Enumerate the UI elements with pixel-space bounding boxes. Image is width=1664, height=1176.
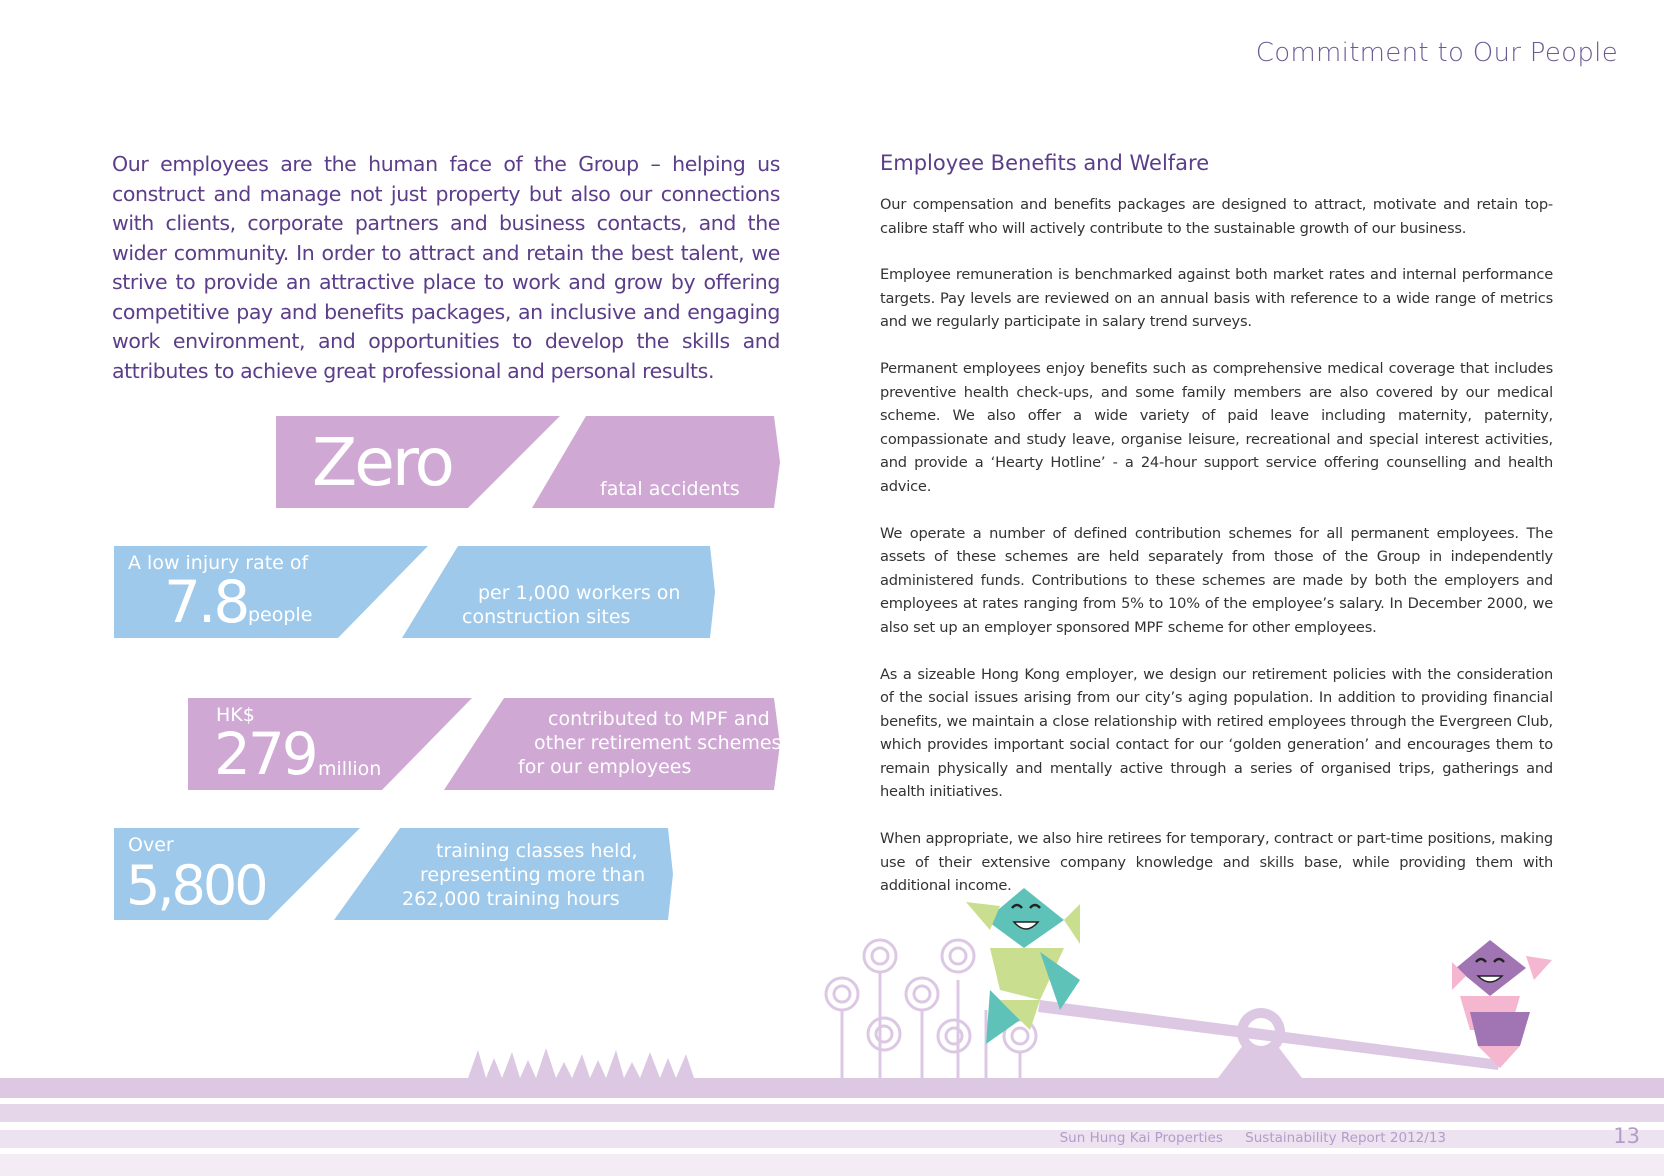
stat-mpf-desc-1: contributed to MPF and (548, 708, 770, 730)
grass (468, 1048, 694, 1078)
stat-injury-unit: people (248, 604, 313, 626)
stat-mpf-unit: million (318, 758, 382, 780)
stripe (0, 1104, 1664, 1122)
footer-company: Sun Hung Kai Properties (1059, 1130, 1223, 1146)
stat-mpf-prefix: HK$ (216, 704, 255, 726)
stat-zero-value: Zero (312, 424, 452, 501)
stat-training-desc-3: 262,000 training hours (402, 888, 620, 910)
stat-mpf-value: 279 (214, 720, 316, 788)
stat-injury-desc-1: per 1,000 workers on (478, 582, 681, 604)
benefits-paragraph: When appropriate, we also hire retirees for temporary, contract or part-time positions, making use of their extensive company knowledge and skills base, while providing them with additional income. (880, 830, 1553, 895)
stat-training-prefix: Over (128, 834, 174, 856)
section-title: Commitment to Our People (1255, 38, 1618, 68)
stripe (0, 1078, 1664, 1098)
origami-figure-purple (1452, 940, 1552, 1068)
stat-injury-desc-2: construction sites (462, 606, 631, 628)
page-number: 13 (1613, 1124, 1640, 1148)
stripe (0, 1154, 1664, 1176)
stat-training-desc-1: training classes held, (436, 840, 638, 862)
stat-injury-value: 7.8 (164, 568, 248, 636)
stat-injury-prefix: A low injury rate of (128, 552, 309, 574)
footer-text (1042, 1130, 1446, 1146)
benefits-paragraph: We operate a number of defined contribution schemes for all permanent employees. The assets of these schemes are held separately from those of the Group in independently administered funds. Contributions to these schemes are made by both the employers and employees at rates ranging from 5% to 10% of the employee’s salary. In December 2000, we also set up an employer sponsored MPF scheme for other employees. (880, 524, 1553, 636)
footer-report: Sustainability Report 2012/13 (1245, 1130, 1446, 1146)
benefits-paragraph: As a sizeable Hong Kong employer, we design our retirement policies with the consideration of the social issues arising from our city’s aging population. In addition to providing financial benefits, we maintain a close relationship with retired employees through the Evergreen Club, which provides important social contact for our ‘golden generation’ and encourages them to remain physically and mentally active through a series of organised trips, gatherings and health initiatives. (880, 665, 1553, 801)
stat-training-desc-2: representing more than (420, 864, 646, 886)
stat-zero-desc: fatal accidents (600, 478, 740, 500)
benefits-heading: Employee Benefits and Welfare (880, 151, 1210, 175)
stat-mpf-desc-3: for our employees (518, 756, 692, 778)
stat-training-value: 5,800 (126, 854, 266, 917)
intro-paragraph: Our employees are the human face of the Group – helping us construct and manage not just property but also our connections with clients, corporate partners and business contacts, and the wider community. In order to attract and retain the best talent, we strive to provide an attractive place to work and grow by offering competitive pay and benefits packages, an inclusive and engaging work environment, and opportunities to develop the skills and attributes to achieve great professional and personal results. (112, 152, 780, 383)
seesaw (1038, 1000, 1500, 1078)
benefits-paragraph: Permanent employees enjoy benefits such as comprehensive medical coverage that includes preventive health check-ups, and some family members are also covered by our medical scheme. We also offer a wide variety of paid leave including maternity, paternity, compassionate and study leave, organise leisure, recreational and special interest activities, and provide a ‘Hearty Hotline’ - a 24-hour support service offering counselling and health advice. (880, 359, 1553, 495)
benefits-paragraph: Our compensation and benefits packages are designed to attract, motivate and retain top-calibre staff who will actively contribute to the sustainable growth of our business. (880, 196, 1553, 237)
benefits-paragraph: Employee remuneration is benchmarked against both market rates and internal performance targets. Pay levels are reviewed on an annual basis with reference to a wide range of metrics and we regularly participate in salary trend surveys. (880, 266, 1553, 331)
stat-mpf-desc-2: other retirement schemes (534, 732, 782, 754)
origami-figure-green (966, 888, 1080, 1044)
